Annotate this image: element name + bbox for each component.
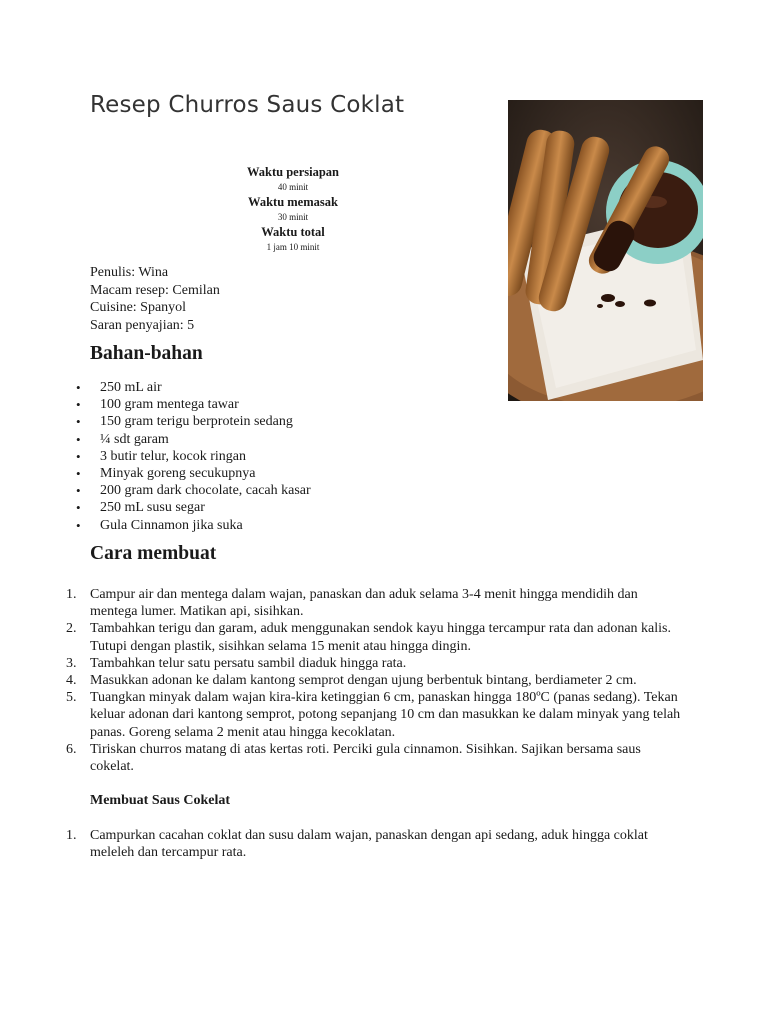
step-number: 6. <box>66 741 77 757</box>
step-number: 1. <box>66 828 77 843</box>
step-text: Campurkan cacahan coklat dan susu dalam wajan, panaskan dengan api sedang, aduk hingga coklat meleleh dan tercampur rata. <box>90 828 648 861</box>
recipe-title: Resep Churros Saus Coklat <box>90 92 405 118</box>
method-step <box>66 672 686 689</box>
step-number: 4. <box>66 673 77 689</box>
recipe-times <box>193 164 393 254</box>
ingredient-item: • ¼ sdt garam <box>80 431 311 448</box>
step-text: Campur air dan mentega dalam wajan, panaskan dan aduk selama 3-4 menit hingga mendidih dan mentega lumer. Matikan api, sisihkan. <box>90 587 638 620</box>
cuisine: Cuisine: Spanyol <box>90 300 187 315</box>
ingredient-item: • 250 mL air <box>80 379 311 396</box>
step-number: 1. <box>66 587 77 602</box>
method-heading: Cara membuat <box>90 543 217 564</box>
sauce-heading: Membuat Saus Cokelat <box>90 793 231 808</box>
method-step <box>66 655 686 672</box>
cook-time-value: 30 minit <box>277 212 309 222</box>
step-text: Tuangkan minyak dalam wajan kira-kira ketinggian 6 cm, panaskan hingga 180ºC (panas sedang). Tekan keluar adonan dari kantong semprot, potong sepanjang 10 cm dan masukkan ke dalam minyak yang telah panas. Goreng selama 2 menit atau hingga kecoklatan. <box>90 690 681 740</box>
step-text: Masukkan adonan ke dalam kantong semprot dengan ujung berbentuk bintang, berdiameter 2 cm. <box>90 673 637 689</box>
ingredient-item: • 150 gram terigu berprotein sedang <box>80 413 311 430</box>
churros-photo <box>508 100 703 401</box>
step-number: 3. <box>66 655 77 671</box>
step-text: Tambahkan terigu dan garam, aduk menggunakan sendok kayu hingga tercampur rata dan adonan kalis. Tutupi dengan plastik, sisihkan selama 15 menit atau hingga dingin. <box>90 621 671 654</box>
recipe-type: Macam resep: Cemilan <box>90 282 220 298</box>
recipe-meta <box>90 264 220 334</box>
ingredient-item: • Minyak goreng secukupnya <box>80 465 311 482</box>
ingredient-item: • 3 butir telur, kocok ringan <box>80 448 311 465</box>
step-text: Tiriskan churros matang di atas kertas roti. Perciki gula cinnamon. Sisihkan. Sajikan bersama saus cokelat. <box>90 741 641 775</box>
prep-time-value: 40 minit <box>277 182 309 192</box>
ingredients-list <box>80 379 311 534</box>
step-number: 2. <box>66 621 77 637</box>
churros-photo-icon <box>508 100 703 401</box>
step-number: 5. <box>66 690 77 706</box>
cook-time-label: Waktu memasak <box>248 195 338 209</box>
ingredient-item: • 250 mL susu segar <box>80 499 311 516</box>
total-time-value: 1 jam 10 minit <box>266 242 320 252</box>
prep-time-label: Waktu persiapan <box>246 165 340 179</box>
ingredient-item: • 200 gram dark chocolate, cacah kasar <box>80 482 311 499</box>
method-step <box>66 586 686 620</box>
total-time-label: Waktu total <box>261 225 325 239</box>
sauce-step <box>66 827 686 861</box>
method-step <box>66 620 686 654</box>
author: Penulis: Wina <box>90 265 169 280</box>
method-step <box>66 689 686 741</box>
ingredient-item: • 100 gram mentega tawar <box>80 396 311 413</box>
method-step <box>66 741 686 775</box>
sauce-steps <box>66 827 686 861</box>
step-text: Tambahkan telur satu persatu sambil diaduk hingga rata. <box>90 655 407 671</box>
ingredient-item: • Gula Cinnamon jika suka <box>80 517 311 534</box>
method-steps <box>66 586 686 775</box>
servings: Saran penyajian: 5 <box>90 317 195 333</box>
ingredients-heading: Bahan-bahan <box>90 343 203 364</box>
